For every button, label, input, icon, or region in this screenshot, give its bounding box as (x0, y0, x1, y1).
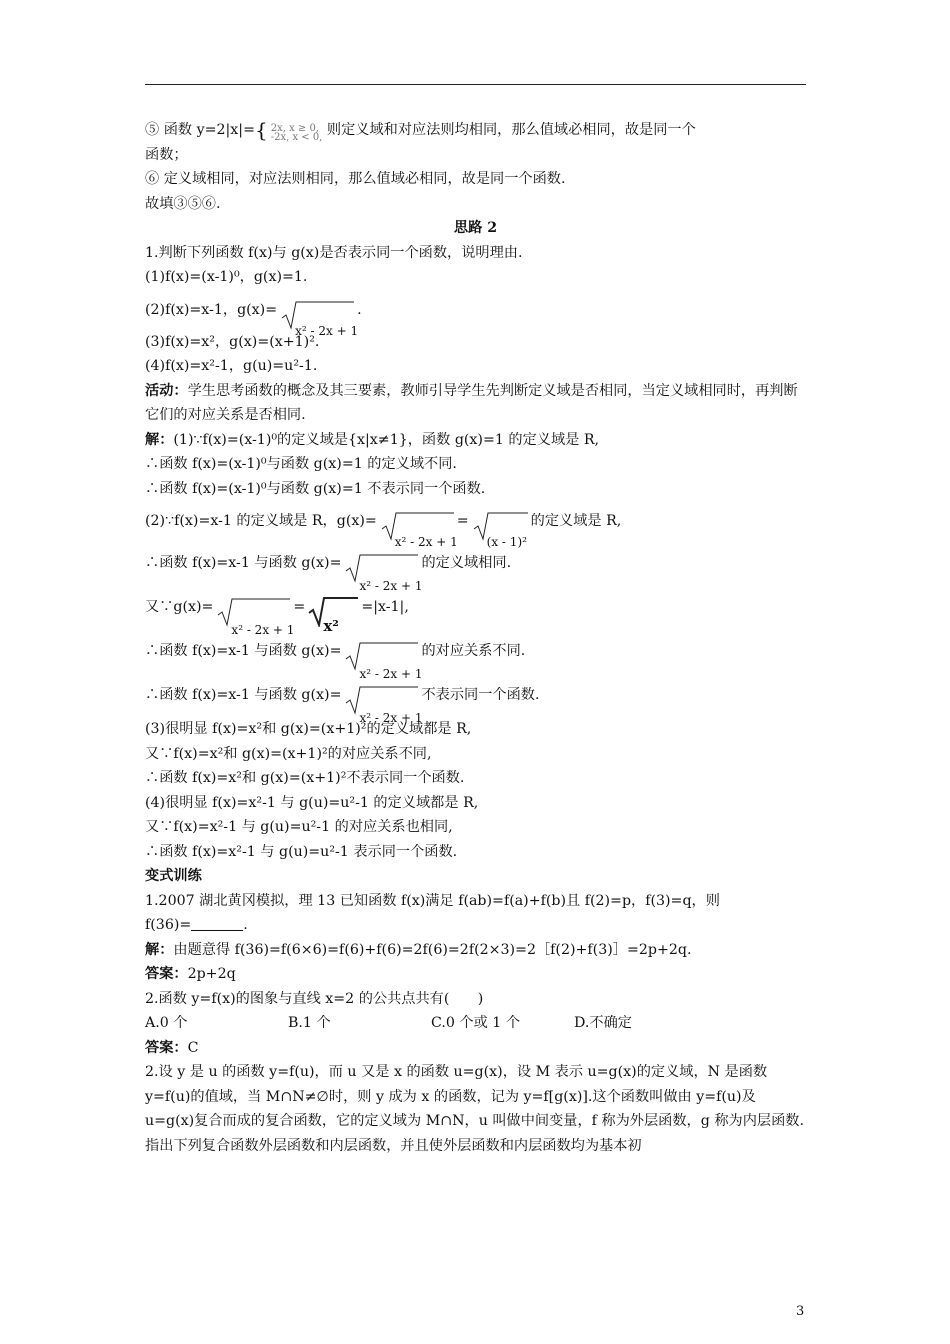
solution-3c: ∴函数 f(x)=x²和 g(x)=(x+1)²不表示同一个函数. (145, 770, 465, 786)
text: =|x-1|, (361, 599, 409, 615)
question-1-part1: (1)f(x)=(x-1)⁰，g(x)=1. (145, 269, 308, 285)
line-item5 (145, 118, 806, 143)
option-d: D.不确定 (574, 1015, 632, 1031)
text: = (456, 513, 469, 529)
variant-1-blank-line (145, 913, 806, 938)
question-1-part4: (4)f(x)=x²-1，g(u)=u²-1. (145, 358, 318, 374)
variant-2-answer (145, 1036, 806, 1061)
sqrt-expression (279, 296, 359, 338)
text: 2p+2q (187, 966, 236, 982)
text: (2)∵f(x)=x-1 的定义域是 R，g(x)= (145, 513, 377, 529)
solution-2c (145, 585, 806, 637)
line-conclusion: 故填③⑤⑥. (145, 195, 221, 212)
variant-training-title: 变式训练 (145, 868, 202, 884)
radicand: x² - 2x + 1 (394, 535, 458, 549)
sqrt-expression (343, 637, 423, 681)
solution-4c: ∴函数 f(x)=x²-1 与 g(u)=u²-1 表示同一个函数. (145, 843, 458, 860)
text: = (293, 599, 306, 615)
radicand: x² - 2x + 1 (231, 623, 295, 637)
section-title: 思路 2 (453, 220, 498, 236)
option-a: A.0 个 (145, 1015, 188, 1031)
text: 由题意得 f(36)=f(6×6)=f(6)+f(6)=2f(6)=2f(2×3)=2［f(2)+f(3)］=2p+2q. (173, 941, 692, 958)
option-b: B.1 个 (288, 1015, 331, 1031)
text: 则定义域和对应法则均相同，那么值域必相同，故是同一个 (326, 122, 696, 138)
text: 学生思考函数的概念及其三要素，教师引导学生先判断定义域是否相同，当定义域相同时，再判断它们的对应关系是否相同. (145, 382, 798, 423)
solution-1b: ∴函数 f(x)=(x-1)⁰与函数 g(x)=1 的定义域不同. (145, 456, 457, 472)
text: ∴函数 f(x)=x-1 与函数 g(x)= (145, 687, 342, 703)
line-item6: ⑥ 定义域相同，对应法则相同，那么值域必相同，故是同一个函数. (145, 171, 566, 187)
solution-label: 解： (145, 941, 174, 958)
solution-4b: 又∵f(x)=x²-1 与 g(u)=u²-1 的对应关系也相同, (145, 819, 453, 835)
text: 的对应关系不同. (421, 643, 526, 659)
solution-4a: (4)很明显 f(x)=x²-1 与 g(u)=u²-1 的定义域都是 R, (145, 794, 479, 811)
text: 不表示同一个函数. (421, 687, 540, 703)
question-1: 1.判断下列函数 f(x)与 g(x)是否表示同一个函数，说明理由. (145, 244, 523, 261)
text: 的定义域相同. (421, 555, 512, 571)
text: ⑤ 函数 y=2|x|= (145, 122, 255, 138)
answer-blank (191, 916, 243, 931)
sqrt-expression (471, 507, 529, 549)
answer-label: 答案： (145, 966, 188, 982)
piece-bottom: -2x, x < 0, (270, 132, 323, 143)
composite-function-paragraph: 2.设 y 是 u 的函数 y=f(u)，而 u 又是 x 的函数 u=g(x)，设 M 表示 u=g(x)的定义域，N 是函数 y=f(u)的值域，当 M∩N≠∅时，则 y 成为 x 的函数，记为 y=f[g(x)].这个函数叫做由 y=f(u)及 u=g(x)复合而成的复合函数，它的定义域为 M∩N，u 叫做中间变量，f 称为外层函数，g 称为内层函数.指出下列复合函数外层函数和内层函数，并且使外层函数和内层函数均为基本初 (145, 1064, 804, 1154)
radicand: x² - 2x + 1 (359, 711, 423, 725)
piecewise-def (271, 124, 323, 142)
solution-1c: ∴函数 f(x)=(x-1)⁰与函数 g(x)=1 不表示同一个函数. (145, 480, 486, 497)
variant-2-options (145, 1011, 806, 1036)
text: . (357, 301, 362, 318)
variant-1-answer (145, 962, 806, 987)
solution-2a (145, 501, 806, 549)
document-body (145, 118, 806, 1158)
solution-3a: (3)很明显 f(x)=x²和 g(x)=(x+1)²的定义域都是 R, (145, 721, 472, 737)
variant-2: 2.函数 y=f(x)的图象与直线 x=2 的公共点共有( ) (145, 990, 484, 1007)
sqrt-expression (343, 549, 423, 593)
text: . (243, 917, 248, 933)
text: 的定义域是 R, (530, 513, 622, 529)
sqrt-expression (379, 507, 458, 549)
activity-paragraph (145, 379, 806, 428)
text: ∴函数 f(x)=x-1 与函数 g(x)= (145, 643, 342, 659)
solution-2b (145, 541, 806, 593)
radicand: x² - 2x + 1 (295, 323, 359, 338)
text: f(36)= (145, 917, 192, 933)
activity-label: 活动： (145, 382, 188, 399)
page-number: 3 (796, 1304, 805, 1319)
text: C (187, 1039, 199, 1056)
sqrt-expression (307, 593, 359, 635)
radicand: x² - 2x + 1 (359, 667, 423, 681)
variant-1-solution (145, 938, 806, 963)
solution-1a (145, 428, 806, 453)
solution-3b: 又∵f(x)=x²和 g(x)=(x+1)²的对应关系不同, (145, 745, 432, 762)
radicand: (x - 1)² (486, 535, 527, 549)
sqrt-expression (215, 593, 295, 637)
header-rule (145, 84, 806, 85)
solution-2e (145, 673, 806, 725)
text: 又∵g(x)= (145, 599, 214, 615)
piece-top: 2x, x ≥ 0, (270, 123, 319, 134)
brace-glyph: { (254, 118, 268, 142)
radicand: x² - 2x + 1 (359, 579, 423, 593)
sqrt-expression (343, 681, 423, 725)
solution-label: 解： (145, 431, 174, 448)
variant-1: 1.2007 湖北黄冈模拟，理 13 已知函数 f(x)满足 f(ab)=f(a)+f(b)且 f(2)=p，f(3)=q，则 (145, 892, 720, 909)
text: ∴函数 f(x)=x-1 与函数 g(x)= (145, 555, 342, 571)
radicand: x² (323, 617, 339, 635)
answer-label: 答案： (145, 1039, 188, 1056)
question-1-part3: (3)f(x)=x²，g(x)=(x+1)². (145, 333, 320, 350)
text: (1)∵f(x)=(x-1)⁰的定义域是{x|x≠1}，函数 g(x)=1 的定义域是 R, (173, 431, 600, 448)
line: 函数； (145, 146, 188, 163)
question-1-part2 (145, 290, 806, 338)
option-c: C.0 个或 1 个 (431, 1015, 521, 1031)
text: (2)f(x)=x-1，g(x)= (145, 301, 278, 318)
